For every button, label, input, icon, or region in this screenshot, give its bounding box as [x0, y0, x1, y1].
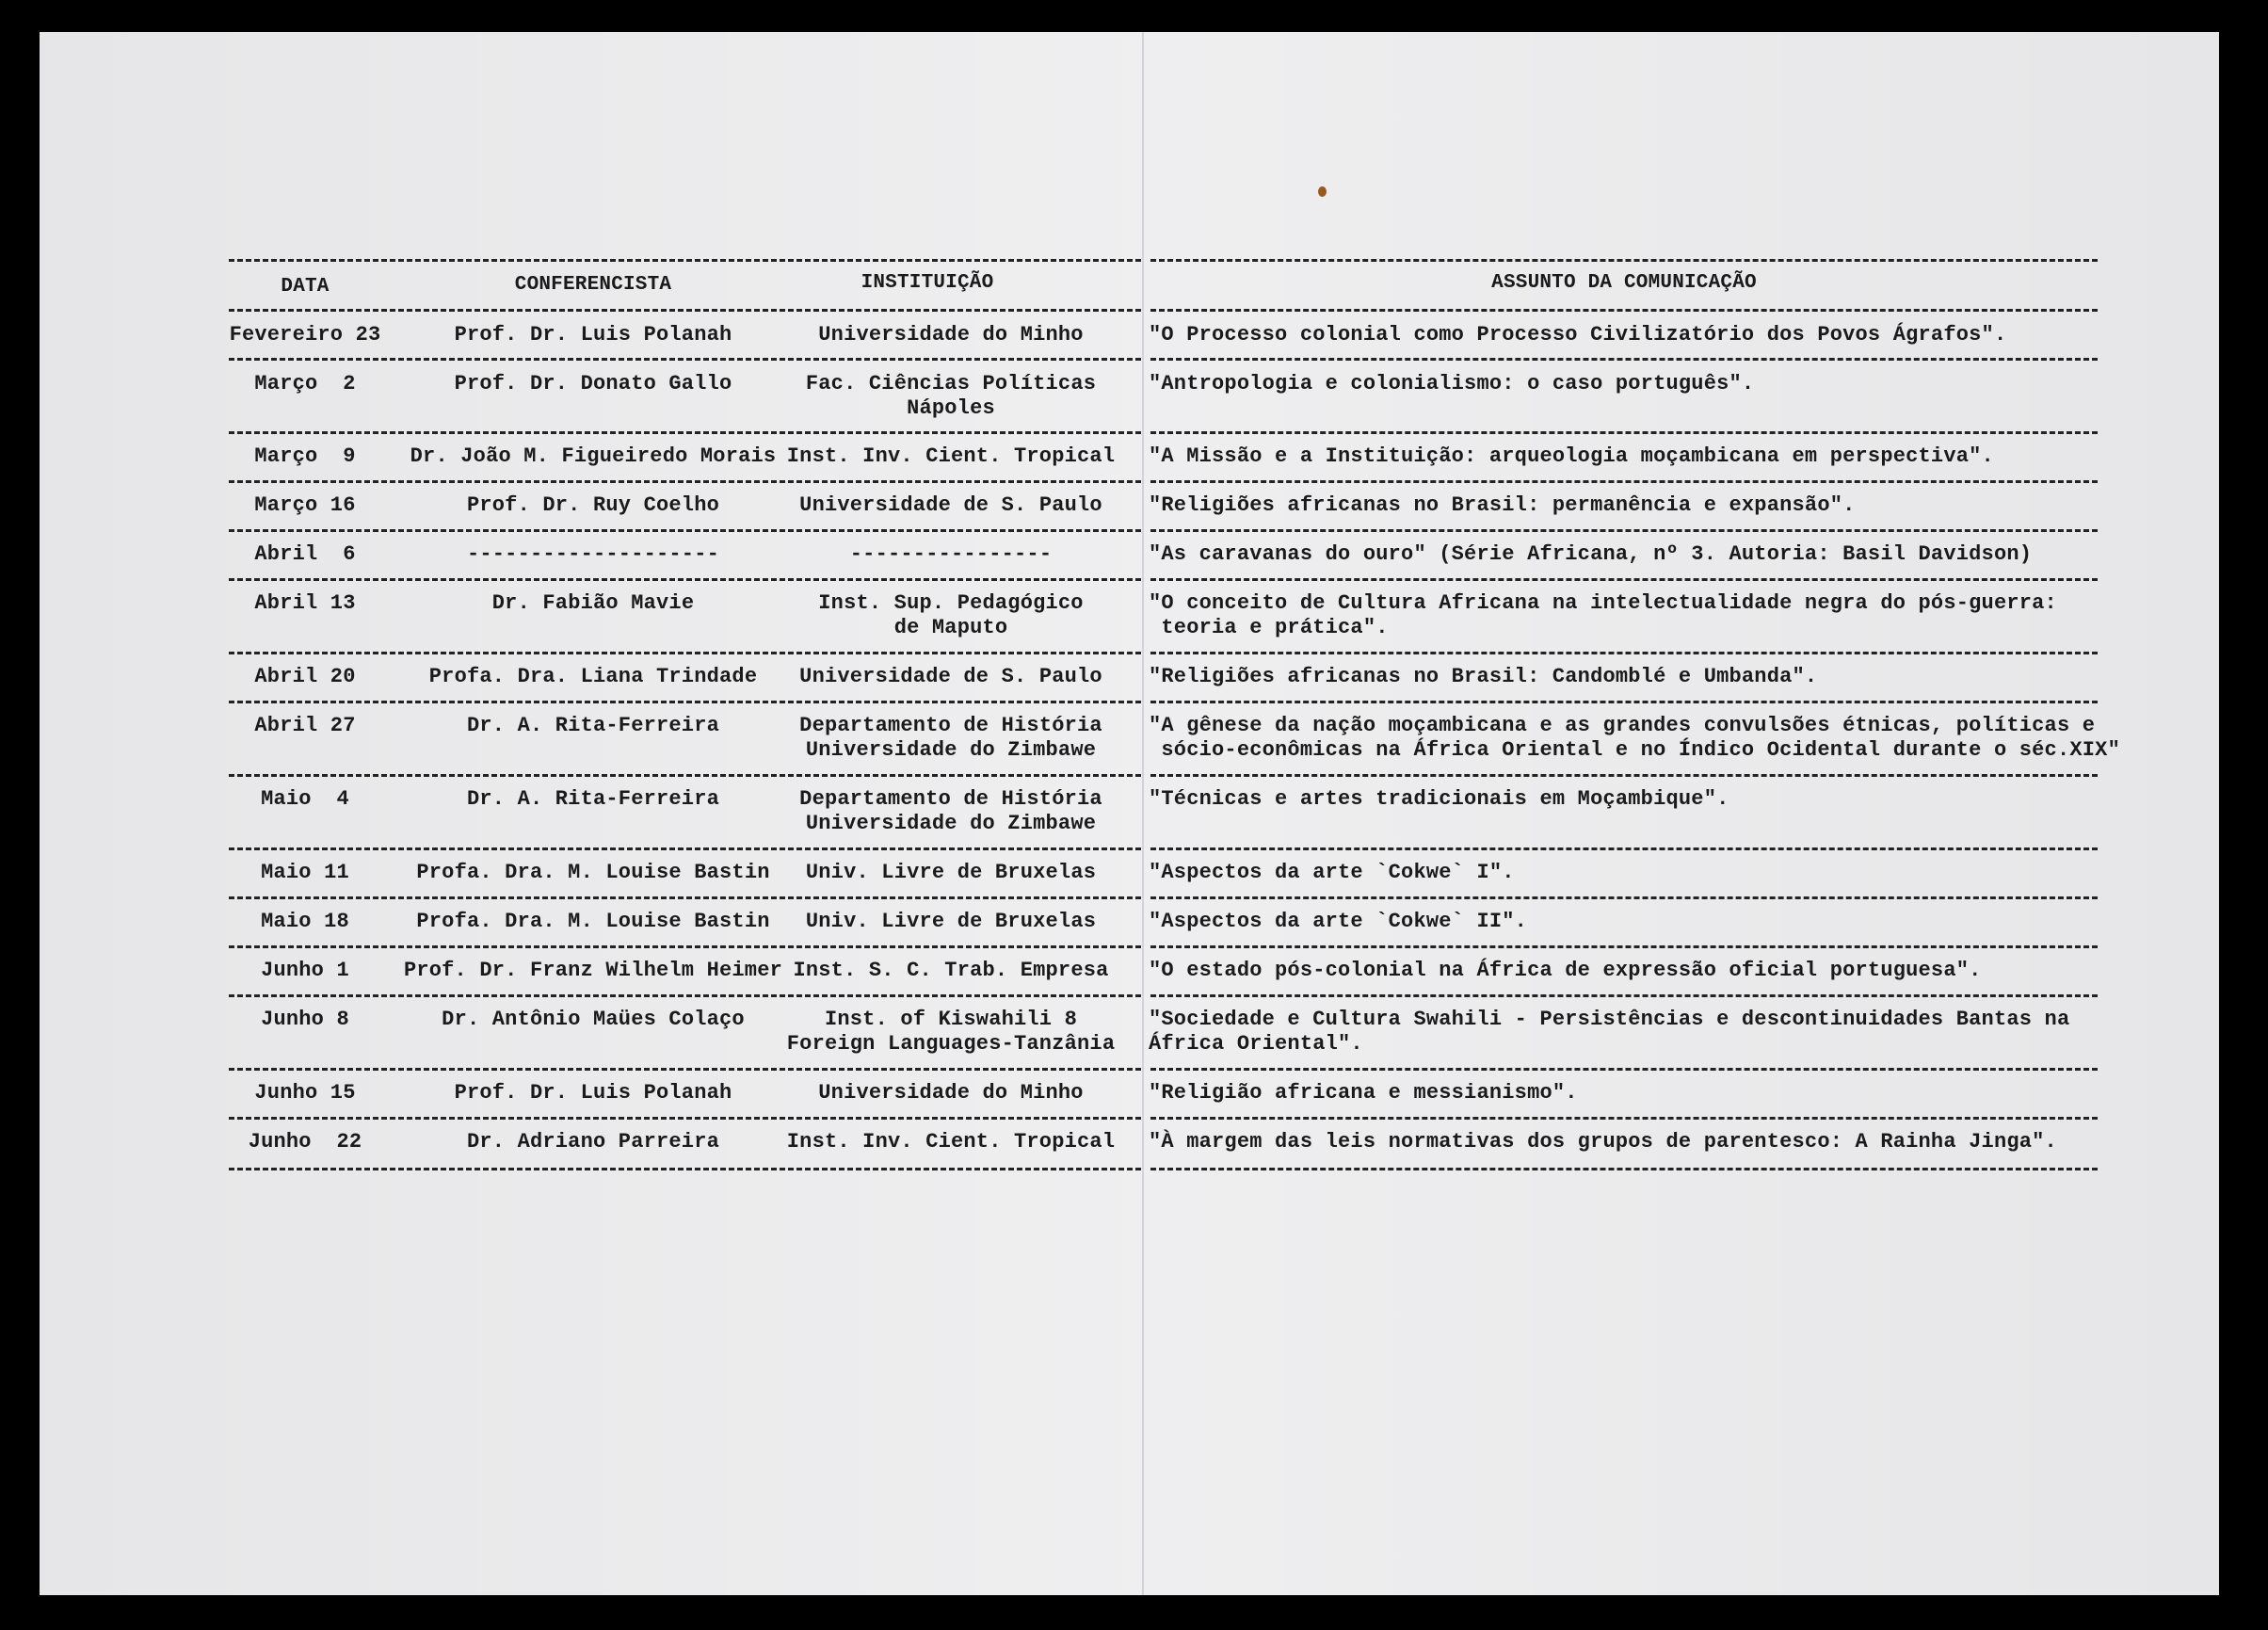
- row-institution: Fac. Ciências Políticas Nápoles: [805, 372, 1097, 420]
- row-subject: "Sociedade e Cultura Swahili - Persistências e descontinuidades Bantas na África Oriental".: [1149, 1008, 2070, 1056]
- row-subject: "Religiões africanas no Brasil: permanência e expansão".: [1149, 493, 1856, 517]
- paper-sheet: [40, 32, 2219, 1595]
- rule: [229, 480, 1141, 483]
- rule: [229, 1117, 1141, 1120]
- rule: [1150, 309, 2098, 312]
- row-institution: Universidade do Minho: [818, 1081, 1084, 1105]
- rule: [229, 259, 1141, 262]
- row-speaker: Profa. Dra. M. Louise Bastin: [416, 910, 770, 933]
- rule: [229, 896, 1141, 899]
- row-date: Abril 6: [254, 542, 356, 566]
- row-institution: Departamento de História Universidade do Zimbawe: [799, 787, 1102, 835]
- row-speaker: Prof. Dr. Luis Polanah: [454, 323, 732, 347]
- rule: [1150, 1117, 2098, 1120]
- row-date: Março 16: [254, 493, 356, 517]
- row-institution: Inst. Inv. Cient. Tropical: [786, 1130, 1116, 1154]
- row-speaker: Dr. João M. Figueiredo Morais: [410, 444, 777, 468]
- row-institution: Inst. Inv. Cient. Tropical: [786, 444, 1116, 468]
- row-date: Junho 15: [254, 1081, 356, 1105]
- rule: [1150, 896, 2098, 899]
- row-speaker: Profa. Dra. Liana Trindade: [428, 665, 758, 688]
- rule: [1150, 945, 2098, 948]
- row-date: Junho 22: [248, 1130, 362, 1154]
- row-subject: "Técnicas e artes tradicionais em Moçambique".: [1149, 787, 1729, 811]
- row-institution: Univ. Livre de Bruxelas: [805, 861, 1097, 884]
- row-speaker: --------------------: [466, 542, 720, 566]
- rule: [1150, 994, 2098, 997]
- rule: [1150, 1168, 2098, 1170]
- rule: [229, 847, 1141, 850]
- row-subject: "Religião africana e messianismo".: [1149, 1081, 1578, 1105]
- row-subject: "O Processo colonial como Processo Civilizatório dos Povos Ágrafos".: [1149, 323, 2007, 347]
- row-institution: Universidade de S. Paulo: [799, 493, 1102, 517]
- rule: [229, 945, 1141, 948]
- rule: [1150, 529, 2098, 532]
- row-institution: Departamento de História Universidade do Zimbawe: [799, 714, 1102, 762]
- row-subject: "O estado pós-colonial na África de expressão oficial portuguesa".: [1149, 959, 1982, 982]
- rule: [229, 701, 1141, 703]
- row-subject: "Antropologia e colonialismo: o caso português".: [1149, 372, 1755, 395]
- row-subject: "As caravanas do ouro" (Série Africana, nº 3. Autoria: Basil Davidson): [1149, 542, 2033, 566]
- rule: [229, 431, 1141, 434]
- rule: [229, 774, 1141, 777]
- rule: [1150, 1068, 2098, 1071]
- rule: [1150, 259, 2098, 262]
- row-speaker: Prof. Dr. Ruy Coelho: [466, 493, 720, 517]
- header-date: DATA: [281, 276, 330, 298]
- row-subject: "A Missão e a Instituição: arqueologia moçambicana em perspectiva".: [1149, 444, 1994, 468]
- row-institution: ----------------: [849, 542, 1053, 566]
- row-speaker: Prof. Dr. Donato Gallo: [454, 372, 732, 395]
- rule: [229, 994, 1141, 997]
- rule: [1150, 480, 2098, 483]
- row-speaker: Dr. Adriano Parreira: [466, 1130, 720, 1154]
- row-date: Abril 20: [254, 665, 356, 688]
- rule: [229, 529, 1141, 532]
- row-institution: Inst. S. C. Trab. Empresa: [793, 959, 1109, 982]
- rule: [1150, 652, 2098, 654]
- row-institution: Universidade de S. Paulo: [799, 665, 1102, 688]
- paper-fold: [1142, 32, 1144, 1595]
- row-date: Maio 4: [261, 787, 349, 811]
- row-date: Fevereiro 23: [229, 323, 381, 347]
- rule: [1150, 847, 2098, 850]
- header-institution: INSTITUIÇÃO: [861, 272, 994, 294]
- row-date: Março 2: [254, 372, 356, 395]
- rule: [1150, 578, 2098, 581]
- row-speaker: Dr. Fabião Mavie: [491, 591, 695, 615]
- row-institution: Universidade do Minho: [818, 323, 1084, 347]
- rule: [229, 1068, 1141, 1071]
- row-speaker: Profa. Dra. M. Louise Bastin: [416, 861, 770, 884]
- header-subject: ASSUNTO DA COMUNICAÇÃO: [1491, 272, 1757, 294]
- row-date: Abril 13: [254, 591, 356, 615]
- rule: [1150, 358, 2098, 361]
- row-date: Maio 11: [261, 861, 349, 884]
- rule: [1150, 701, 2098, 703]
- row-date: Março 9: [254, 444, 356, 468]
- row-date: Maio 18: [261, 910, 349, 933]
- row-subject: "Aspectos da arte `Cokwe` II".: [1149, 910, 1528, 933]
- row-subject: "A gênese da nação moçambicana e as grandes convulsões étnicas, políticas e sócio-econômicas na África Oriental e no Índico Ocidental durante o séc.XIX": [1149, 714, 2120, 762]
- rule: [229, 309, 1141, 312]
- rule: [229, 652, 1141, 654]
- rule: [229, 1168, 1141, 1170]
- row-institution: Inst. Sup. Pedagógico de Maputo: [818, 591, 1084, 639]
- row-speaker: Prof. Dr. Franz Wilhelm Heimer: [403, 959, 783, 982]
- row-date: Abril 27: [254, 714, 356, 737]
- header-speaker: CONFERENCISTA: [514, 274, 672, 296]
- row-date: Junho 1: [261, 959, 349, 982]
- row-date: Junho 8: [261, 1008, 349, 1031]
- row-speaker: Dr. Antônio Maües Colaço: [442, 1008, 745, 1031]
- row-speaker: Prof. Dr. Luis Polanah: [454, 1081, 732, 1105]
- rule: [229, 578, 1141, 581]
- row-speaker: Dr. A. Rita-Ferreira: [466, 714, 720, 737]
- row-subject: "Religiões africanas no Brasil: Candomblé e Umbanda".: [1149, 665, 1818, 688]
- ink-spot: [1318, 186, 1327, 197]
- rule: [229, 358, 1141, 361]
- rule: [1150, 774, 2098, 777]
- row-subject: "O conceito de Cultura Africana na intelectualidade negra do pós-guerra: teoria e prática".: [1149, 591, 2057, 639]
- row-subject: "À margem das leis normativas dos grupos de parentesco: A Rainha Jinga".: [1149, 1130, 2057, 1154]
- row-subject: "Aspectos da arte `Cokwe` I".: [1149, 861, 1515, 884]
- row-institution: Inst. of Kiswahili 8 Foreign Languages-Tanzânia: [786, 1008, 1116, 1056]
- rule: [1150, 431, 2098, 434]
- row-institution: Univ. Livre de Bruxelas: [805, 910, 1097, 933]
- row-speaker: Dr. A. Rita-Ferreira: [466, 787, 720, 811]
